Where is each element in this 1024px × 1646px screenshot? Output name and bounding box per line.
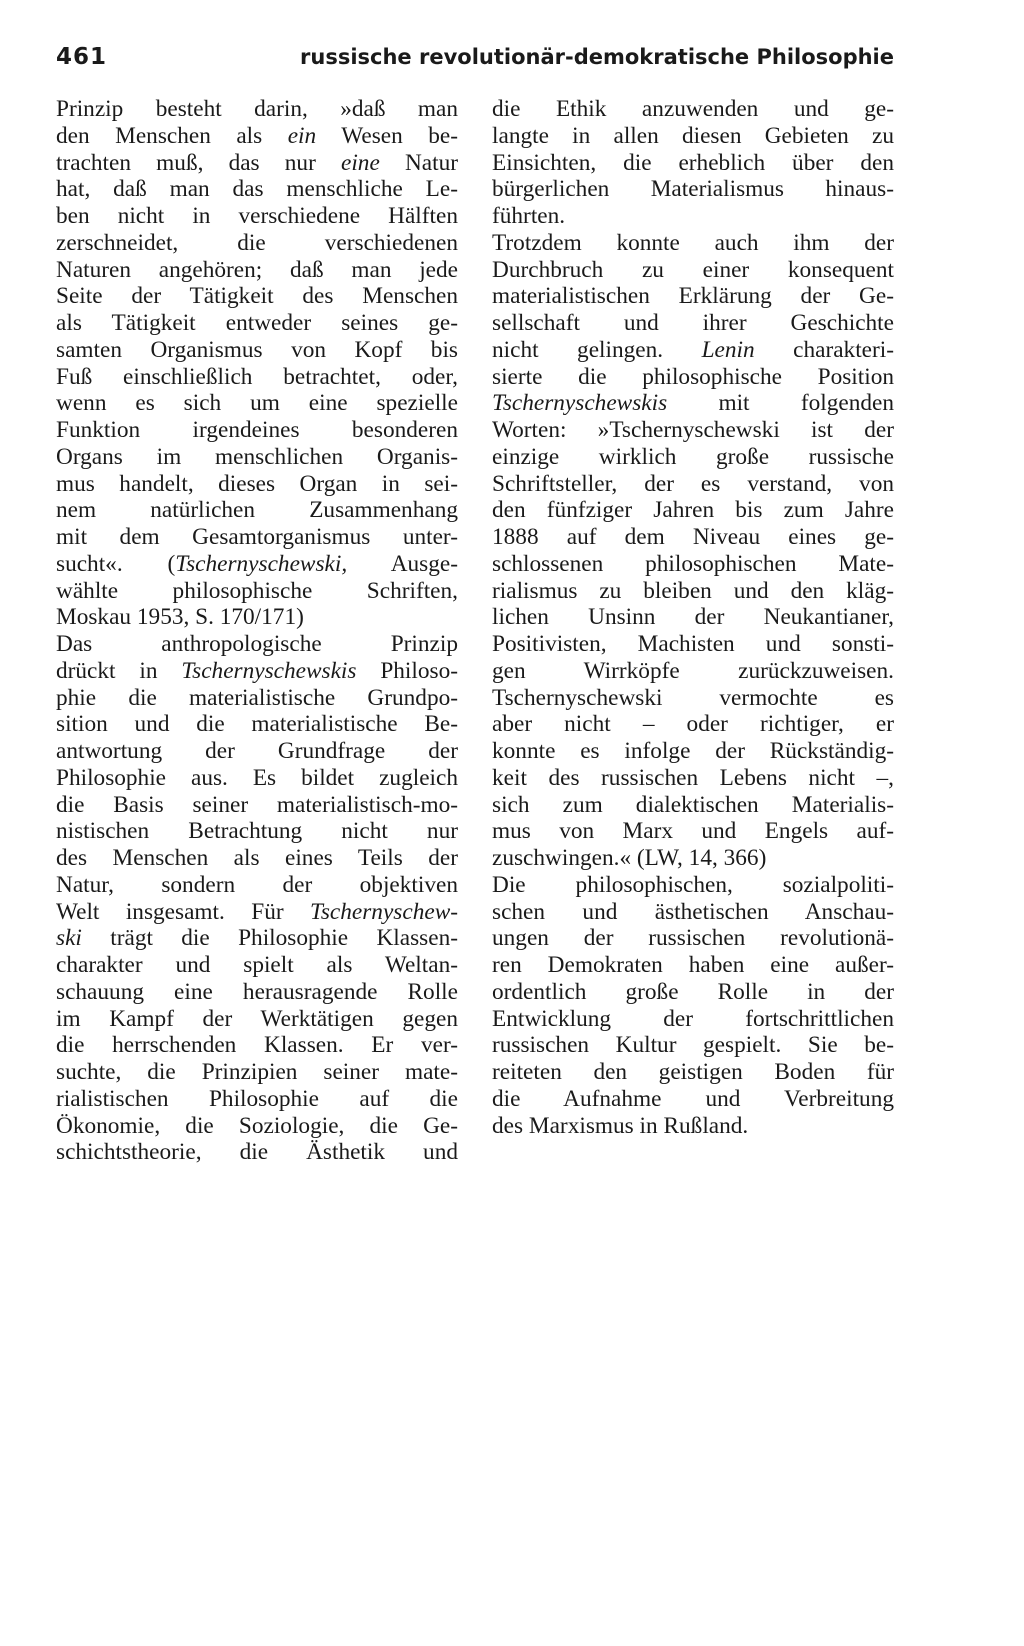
text-segment: gen Wirrköpfe zurückzuweisen.	[492, 657, 894, 684]
text-line	[492, 658, 894, 685]
text-line	[492, 685, 894, 712]
text-line	[56, 257, 458, 284]
text-segment: mus handelt, dieses Organ in sei-	[56, 470, 458, 497]
text-segment: schen und ästhetischen Anschau-	[492, 898, 894, 925]
text-line	[56, 310, 458, 337]
right-text-column	[492, 96, 894, 1139]
text-line	[492, 925, 894, 952]
text-segment: 1888 auf dem Niveau eines ge-	[492, 524, 894, 550]
text-line	[56, 123, 458, 150]
italic-text: eine	[340, 149, 380, 176]
text-segment: Seite der Tätigkeit des Menschen	[56, 283, 458, 310]
italic-text: ski	[56, 925, 82, 952]
text-line	[56, 872, 458, 899]
text-line	[492, 230, 894, 257]
text-line	[492, 364, 894, 391]
text-segment: Worten: »Tschernyschewski ist der	[492, 417, 894, 443]
text-segment: trägt die Philosophie Klassen-	[81, 925, 458, 952]
text-segment: wenn es sich um eine spezielle	[56, 390, 458, 417]
text-line	[56, 658, 458, 685]
text-line	[492, 444, 894, 471]
text-line	[492, 203, 894, 230]
text-line	[492, 1032, 894, 1059]
text-segment: suchte, die Prinzipien seiner mate-	[56, 1059, 458, 1085]
text-segment: sellschaft und ihrer Geschichte	[492, 310, 894, 336]
text-line	[56, 551, 458, 578]
text-segment: sierte die philosophische Position	[492, 363, 894, 390]
text-line	[56, 818, 458, 845]
text-segment: ordentlich große Rolle in der	[492, 978, 894, 1005]
text-line	[492, 524, 894, 551]
text-segment: Fuß einschließlich betrachtet, oder,	[56, 363, 458, 390]
text-segment: wählte philosophische Schriften,	[56, 577, 458, 604]
text-segment: sition und die materialistische Be-	[56, 711, 458, 738]
text-line	[56, 471, 458, 498]
text-line	[56, 1032, 458, 1059]
text-line	[492, 1086, 894, 1113]
text-segment: phie die materialistische Grundpo-	[56, 684, 458, 711]
text-segment: Positivisten, Machisten und sonsti-	[492, 631, 894, 657]
text-line	[492, 604, 894, 631]
text-segment: die Basis seiner materialistisch-mo-	[56, 791, 458, 818]
text-segment: trachten muß, das nur	[56, 149, 341, 176]
text-line	[492, 792, 894, 819]
text-segment: Tschernyschewski vermochte es	[492, 684, 894, 711]
text-segment: führten.	[492, 203, 566, 229]
text-segment: Ökonomie, die Soziologie, die Ge-	[56, 1112, 458, 1139]
text-line	[492, 952, 894, 979]
text-segment: zuschwingen.« (LW, 14, 366)	[492, 845, 767, 871]
text-line	[56, 1086, 458, 1113]
text-segment: Die philosophischen, sozialpoliti-	[492, 871, 894, 898]
text-segment: die herrschenden Klassen. Er ver-	[56, 1032, 458, 1059]
text-line	[492, 310, 894, 337]
text-line	[56, 337, 458, 364]
text-line	[56, 1113, 458, 1140]
text-line	[492, 150, 894, 177]
text-segment: Ausge-	[347, 550, 458, 577]
text-segment: den fünfziger Jahren bis zum Jahre	[492, 497, 894, 524]
text-line	[492, 176, 894, 203]
italic-text: Lenin	[701, 336, 755, 363]
text-line	[56, 685, 458, 712]
text-segment: Natur	[379, 149, 458, 176]
text-line	[492, 738, 894, 765]
text-segment: den Menschen als	[56, 122, 288, 149]
text-segment: schlossenen philosophischen Mate-	[492, 550, 894, 577]
text-segment: Naturen angehören; daß man jede	[56, 256, 458, 283]
text-segment: schichtstheorie, die Ästhetik und	[56, 1139, 458, 1166]
italic-text: Tschernyschewskis	[492, 390, 668, 417]
text-segment: charakter und spielt als Weltan-	[56, 952, 458, 978]
left-text-column	[56, 96, 458, 1166]
text-segment: ben nicht in verschiedene Hälften	[56, 203, 458, 229]
page-header	[56, 44, 894, 78]
text-line	[56, 1059, 458, 1086]
text-segment: schauung eine herausragende Rolle	[56, 978, 458, 1005]
text-line	[56, 604, 458, 631]
text-line	[56, 631, 458, 658]
text-segment: konnte es infolge der Rückständig-	[492, 738, 894, 764]
text-segment: des Marxismus in Rußland.	[492, 1112, 749, 1139]
text-line	[492, 1006, 894, 1033]
text-line	[56, 578, 458, 605]
text-line	[56, 283, 458, 310]
text-line	[56, 390, 458, 417]
text-line	[56, 792, 458, 819]
text-segment: ungen der russischen revolutionä-	[492, 925, 894, 952]
text-segment: nistischen Betrachtung nicht nur	[56, 818, 458, 845]
text-line	[56, 417, 458, 444]
text-line	[56, 444, 458, 471]
text-line	[56, 364, 458, 391]
text-line	[492, 1059, 894, 1086]
text-segment: lichen Unsinn der Neukantianer,	[492, 604, 894, 631]
text-line	[492, 818, 894, 845]
text-segment: zerschneidet, die verschiedenen	[56, 229, 458, 256]
text-line	[492, 257, 894, 284]
text-line	[492, 845, 894, 872]
text-line	[56, 497, 458, 524]
text-segment: materialistischen Erklärung der Ge-	[492, 283, 894, 310]
text-segment: mus von Marx und Engels auf-	[492, 818, 894, 845]
text-segment: sich zum dialektischen Materialis-	[492, 791, 894, 818]
text-segment: Natur, sondern der objektiven	[56, 871, 458, 898]
text-segment: die Aufnahme und Verbreitung	[492, 1085, 894, 1112]
text-line	[492, 979, 894, 1006]
text-segment: Organs im menschlichen Organis-	[56, 443, 458, 470]
text-segment: Schriftsteller, der es verstand, von	[492, 470, 894, 497]
text-segment: Welt insgesamt. Für	[56, 898, 311, 925]
text-line	[56, 979, 458, 1006]
text-line	[492, 471, 894, 498]
text-segment: Durchbruch zu einer konsequent	[492, 256, 894, 283]
text-line	[492, 96, 894, 123]
text-segment: als Tätigkeit entweder seines ge-	[56, 310, 458, 336]
text-segment: Prinzip besteht darin, »daß man	[56, 96, 458, 122]
text-segment: nicht gelingen.	[492, 336, 702, 363]
text-line	[56, 925, 458, 952]
text-line	[56, 150, 458, 177]
text-line	[492, 283, 894, 310]
text-segment: Philosophie aus. Es bildet zugleich	[56, 764, 458, 791]
text-line	[56, 952, 458, 979]
text-line	[56, 845, 458, 872]
page-number: 461	[56, 44, 108, 70]
text-segment: Funktion irgendeines besonderen	[56, 417, 458, 443]
text-segment: sucht«. (	[56, 550, 176, 577]
text-segment: russischen Kultur gespielt. Sie be-	[492, 1032, 894, 1059]
text-line	[56, 230, 458, 257]
text-line	[56, 524, 458, 551]
text-line	[56, 96, 458, 123]
text-segment: mit folgenden	[667, 390, 894, 417]
text-line	[492, 872, 894, 899]
running-title: russische revolutionär-demokratische Philosophie	[300, 45, 894, 69]
text-segment: Wesen be-	[316, 122, 458, 149]
text-segment: samten Organismus von Kopf bis	[56, 336, 458, 363]
text-line	[492, 497, 894, 524]
text-segment: Trotzdem konnte auch ihm der	[492, 229, 894, 256]
text-segment: Das anthropologische Prinzip	[56, 631, 458, 657]
text-line	[492, 551, 894, 578]
text-line	[492, 899, 894, 926]
text-line	[492, 711, 894, 738]
text-segment: charakteri-	[754, 336, 895, 363]
text-segment: mit dem Gesamtorganismus unter-	[56, 524, 458, 550]
text-segment: keit des russischen Lebens nicht –,	[492, 764, 894, 791]
text-line	[56, 176, 458, 203]
italic-text: Tschernyschew-	[310, 898, 458, 925]
text-segment: bürgerlichen Materialismus hinaus-	[492, 176, 894, 203]
text-line	[492, 1113, 894, 1140]
text-line	[492, 417, 894, 444]
text-segment: die Ethik anzuwenden und ge-	[492, 96, 894, 122]
text-segment: aber nicht – oder richtiger, er	[492, 711, 894, 738]
text-line	[56, 711, 458, 738]
italic-text: Tschernyschewski,	[175, 550, 348, 577]
text-segment: hat, daß man das menschliche Le-	[56, 176, 458, 203]
text-segment: Moskau 1953, S. 170/171)	[56, 604, 304, 631]
italic-text: ein	[287, 122, 317, 149]
text-segment: im Kampf der Werktätigen gegen	[56, 1005, 458, 1032]
text-segment: rialistischen Philosophie auf die	[56, 1085, 458, 1112]
text-segment: drückt in	[56, 657, 182, 684]
text-line	[492, 578, 894, 605]
text-segment: reiteten den geistigen Boden für	[492, 1059, 894, 1085]
text-segment: Entwicklung der fortschrittlichen	[492, 1005, 894, 1032]
text-segment: ren Demokraten haben eine außer-	[492, 952, 894, 978]
text-line	[56, 203, 458, 230]
text-segment: antwortung der Grundfrage der	[56, 738, 458, 764]
text-segment: Philoso-	[356, 657, 458, 684]
text-segment: des Menschen als eines Teils der	[56, 845, 458, 871]
text-line	[56, 738, 458, 765]
text-segment: Einsichten, die erheblich über den	[492, 149, 894, 176]
text-segment: rialismus zu bleiben und den kläg-	[492, 577, 894, 604]
text-line	[56, 765, 458, 792]
text-line	[56, 1006, 458, 1033]
text-segment: nem natürlichen Zusammenhang	[56, 497, 458, 524]
text-line	[492, 390, 894, 417]
text-line	[56, 1139, 458, 1166]
text-line	[492, 765, 894, 792]
italic-text: Tschernyschewskis	[181, 657, 357, 684]
text-line	[492, 123, 894, 150]
text-line	[56, 899, 458, 926]
text-segment: einzige wirklich große russische	[492, 443, 894, 470]
text-segment: langte in allen diesen Gebieten zu	[492, 122, 894, 149]
text-line	[492, 337, 894, 364]
text-line	[492, 631, 894, 658]
